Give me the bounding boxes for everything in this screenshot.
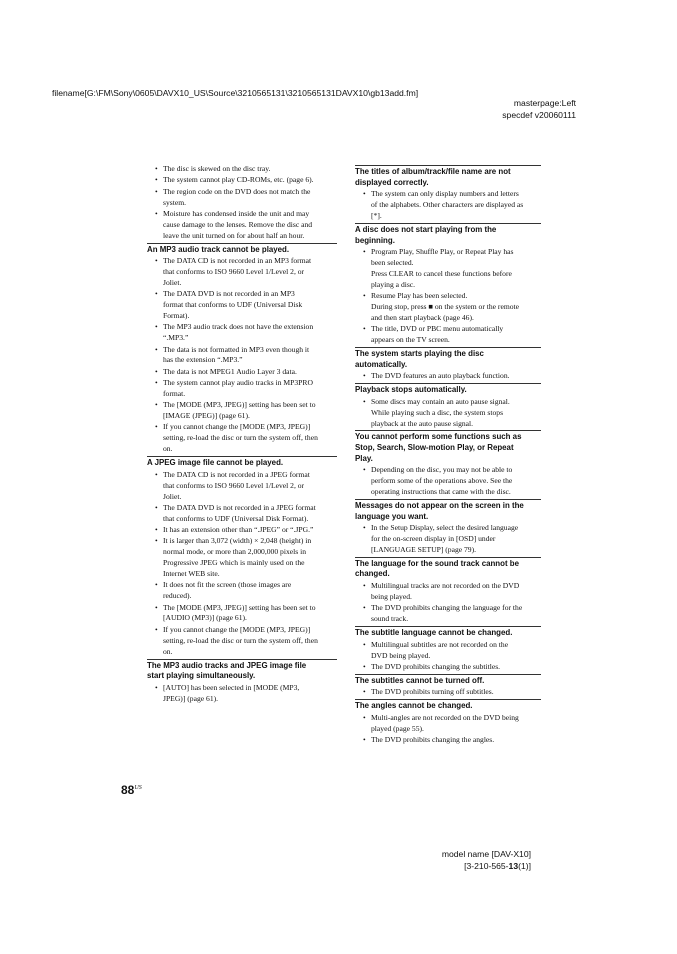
troubleshooting-section <box>355 347 541 382</box>
list-item <box>147 536 337 580</box>
list-item <box>355 581 541 603</box>
section-items <box>147 683 337 705</box>
text-line: • [AUTO] has been selected in [MODE (MP3, <box>163 682 300 692</box>
section-heading <box>147 456 337 469</box>
section-items <box>355 523 541 556</box>
list-item <box>147 683 337 705</box>
text-line: • The DVD prohibits changing the subtitles. <box>371 661 501 671</box>
list-item <box>355 397 541 430</box>
text-line: Messages do not appear on the screen in the <box>355 500 524 510</box>
text-line: and then start playback (page 46). <box>371 312 474 322</box>
text-line: language you want. <box>355 511 429 521</box>
text-line: appears on the TV screen. <box>371 335 450 345</box>
text-line: During stop, press ■ on the system or the remote <box>371 302 520 312</box>
text-line: • If you cannot change the [MODE (MP3, JPEG)] <box>163 422 311 432</box>
text-line: [AUDIO (MP3)] (page 61). <box>163 613 247 623</box>
text-line: • The DATA DVD is not recorded in an MP3 <box>163 289 295 299</box>
text-line: Joliet. <box>163 491 182 501</box>
section-heading <box>355 165 541 188</box>
section-items <box>355 371 541 382</box>
list-item <box>147 209 337 242</box>
list-item <box>147 470 337 503</box>
text-line: The subtitle language cannot be changed. <box>355 628 513 638</box>
text-line: A JPEG image file cannot be played. <box>147 458 284 468</box>
text-line: perform some of the operations above. See the <box>371 476 513 486</box>
list-item <box>147 580 337 602</box>
list-item <box>355 640 541 662</box>
text-line: being played. <box>371 591 412 601</box>
text-line: on. <box>163 444 173 454</box>
text-line: • The DVD features an auto playback function. <box>371 371 510 381</box>
text-line: • The disc is skewed on the disc tray. <box>163 164 271 173</box>
text-line: DVD being played. <box>371 650 431 660</box>
text-line: [IMAGE (JPEG)] (page 61). <box>163 411 250 421</box>
section-heading <box>147 659 337 682</box>
list-item <box>147 256 337 289</box>
section-items <box>355 581 541 625</box>
section-items <box>355 397 541 430</box>
list-item <box>355 713 541 735</box>
text-line: • Program Play, Shuffle Play, or Repeat Play has <box>371 247 514 257</box>
right-sections <box>355 165 541 746</box>
text-line: on. <box>163 646 173 656</box>
section-heading <box>147 243 337 256</box>
list-item <box>147 625 337 658</box>
part-number-bold: 13 <box>508 861 519 871</box>
section-heading <box>355 499 541 522</box>
list-item <box>147 187 337 209</box>
list-item <box>355 189 541 222</box>
text-line: beginning. <box>355 235 395 245</box>
part-number-label <box>464 861 531 871</box>
text-line: cause damage to the lenses. Remove the disc and <box>163 219 313 229</box>
text-line: • The data is not MPEG1 Audio Layer 3 data. <box>163 366 297 376</box>
text-line: The angles cannot be changed. <box>355 701 473 711</box>
troubleshooting-section <box>147 243 337 456</box>
text-line: The MP3 audio tracks and JPEG image file <box>147 660 307 670</box>
list-item <box>147 367 337 378</box>
left-column <box>147 163 337 706</box>
text-line: playback at the auto pause signal. <box>371 418 474 428</box>
text-line: • Moisture has condensed inside the unit and may <box>163 208 310 218</box>
text-line: for the on-screen display in [OSD] under <box>371 534 496 544</box>
troubleshooting-section <box>355 674 541 699</box>
left-sections <box>147 243 337 705</box>
text-line: The language for the sound track cannot be <box>355 558 519 568</box>
text-line: Press CLEAR to cancel these functions before <box>371 268 512 278</box>
list-item <box>147 345 337 367</box>
section-heading <box>355 347 541 370</box>
text-line: that conforms to UDF (Universal Disk Format). <box>163 513 309 523</box>
list-item <box>355 371 541 382</box>
page-number <box>121 783 142 797</box>
troubleshooting-section <box>355 557 541 625</box>
text-line: • Multilingual tracks are not recorded on the DVD <box>371 581 520 591</box>
text-line: A disc does not start playing from the <box>355 224 497 234</box>
text-line: • It is larger than 3,072 (width) × 2,048 (height) in <box>163 536 312 546</box>
list-item <box>355 735 541 746</box>
text-line: format that conforms to UDF (Universal Disk <box>163 300 303 310</box>
text-line: • The title, DVD or PBC menu automatically <box>371 324 504 334</box>
text-line: Internet WEB site. <box>163 569 220 579</box>
troubleshooting-section <box>147 659 337 705</box>
troubleshooting-section <box>355 165 541 222</box>
text-line: been selected. <box>371 258 414 267</box>
list-item <box>355 247 541 291</box>
section-items <box>355 189 541 222</box>
section-items <box>355 687 541 698</box>
troubleshooting-section <box>355 223 541 346</box>
troubleshooting-section <box>355 699 541 746</box>
text-line: that conforms to ISO 9660 Level 1/Level 2, or <box>163 267 305 277</box>
text-line: • Multi-angles are not recorded on the DVD being <box>371 712 519 722</box>
text-line: An MP3 audio track cannot be played. <box>147 244 290 254</box>
text-line: • Some discs may contain an auto pause signal. <box>371 396 510 406</box>
section-items <box>355 713 541 746</box>
text-line: • The [MODE (MP3, JPEG)] setting has been set to <box>163 400 316 410</box>
part-number-prefix: [3-210-565- <box>464 861 509 871</box>
text-line: that conforms to ISO 9660 Level 1/Level 2, or <box>163 480 305 490</box>
text-line: • The data is not formatted in MP3 even though it <box>163 344 310 354</box>
text-line: normal mode, or more than 2,000,000 pixels in <box>163 547 306 557</box>
text-line: played (page 55). <box>371 723 424 733</box>
section-items <box>355 247 541 346</box>
text-line: Playback stops automatically. <box>355 385 467 395</box>
list-item <box>147 164 337 175</box>
list-item <box>147 422 337 455</box>
text-line: You cannot perform some functions such as <box>355 432 522 442</box>
section-heading <box>355 557 541 580</box>
text-line: Stop, Search, Slow-motion Play, or Repeat <box>355 443 514 453</box>
text-line: • The system cannot play CD-ROMs, etc. (page 6). <box>163 175 314 185</box>
text-line: [LANGUAGE SETUP] (page 79). <box>371 544 477 554</box>
text-line: • Multilingual subtitles are not recorded on the <box>371 639 509 649</box>
text-line: [*]. <box>371 211 382 220</box>
text-line: • The system can only display numbers and letters <box>371 189 519 199</box>
text-line: • If you cannot change the [MODE (MP3, JPEG)] <box>163 624 311 634</box>
text-line: sound track. <box>371 614 409 624</box>
list-item <box>147 400 337 422</box>
text-line: • The DATA CD is not recorded in an MP3 format <box>163 256 312 266</box>
text-line: • Depending on the disc, you may not be able to <box>371 465 513 475</box>
text-line: The titles of album/track/file name are not <box>355 167 511 176</box>
section-items <box>355 640 541 673</box>
text-line: • The DVD prohibits changing the language for the <box>371 603 523 613</box>
list-item <box>355 603 541 625</box>
list-item <box>147 289 337 322</box>
section-heading <box>355 383 541 396</box>
text-line: • The region code on the DVD does not match the <box>163 186 311 196</box>
list-item <box>147 378 337 400</box>
text-line: • The DATA DVD is not recorded in a JPEG format <box>163 502 316 512</box>
text-line: • It has an extension other than “.JPEG” or “.JPG.” <box>163 525 314 535</box>
text-line: playing a disc. <box>371 279 416 289</box>
text-line: “.MP3.” <box>163 333 189 343</box>
page-number-value: 88 <box>121 783 135 797</box>
list-item <box>147 525 337 536</box>
list-item <box>147 322 337 344</box>
text-line: • It does not fit the screen (those images are <box>163 580 292 590</box>
text-line: • The DATA CD is not recorded in a JPEG format <box>163 469 310 479</box>
list-item <box>355 687 541 698</box>
text-line: changed. <box>355 569 390 579</box>
text-line: • Resume Play has been selected. <box>371 291 468 301</box>
text-line: • The system cannot play audio tracks in MP3PRO <box>163 378 313 388</box>
list-item <box>355 465 541 498</box>
section-heading <box>355 223 541 246</box>
masterpage-label: masterpage:Left <box>513 98 576 108</box>
section-items <box>355 465 541 498</box>
text-line: Play. <box>355 453 373 463</box>
text-line: JPEG)] (page 61). <box>163 693 219 703</box>
text-line: • The DVD prohibits turning off subtitles. <box>371 687 494 697</box>
text-line: Progressive JPEG which is mainly used on the <box>163 558 305 568</box>
text-line: format. <box>163 388 186 398</box>
list-item <box>355 291 541 324</box>
text-line: automatically. <box>355 359 408 369</box>
list-item <box>355 324 541 346</box>
text-line: • The DVD prohibits changing the angles. <box>371 735 495 745</box>
list-item <box>147 603 337 625</box>
text-line: setting, re-load the disc or turn the system off, then <box>163 433 318 443</box>
text-line: The system starts playing the disc <box>355 349 484 359</box>
text-line: start playing simultaneously. <box>147 671 256 681</box>
section-heading <box>355 626 541 639</box>
list-item <box>147 175 337 186</box>
page-number-suffix: US <box>134 785 142 791</box>
troubleshooting-section <box>355 430 541 498</box>
list-item <box>355 523 541 556</box>
text-line: • In the Setup Display, select the desired language <box>371 523 519 533</box>
troubleshooting-section <box>147 456 337 657</box>
text-line: displayed correctly. <box>355 177 429 187</box>
text-line: system. <box>163 197 186 207</box>
troubleshooting-section <box>355 626 541 673</box>
section-heading <box>355 674 541 687</box>
specdef-label: specdef v20060111 <box>502 110 576 120</box>
text-line: • The MP3 audio track does not have the extension <box>163 322 314 332</box>
text-line: The subtitles cannot be turned off. <box>355 675 485 685</box>
section-items <box>147 470 337 658</box>
list-item <box>355 662 541 673</box>
part-number-suffix: (1)] <box>518 861 531 871</box>
right-column <box>355 164 541 747</box>
model-name-label: model name [DAV-X10] <box>441 849 531 859</box>
text-line: • The [MODE (MP3, JPEG)] setting has been set to <box>163 602 316 612</box>
list-item <box>147 503 337 525</box>
text-line: of the alphabets. Other characters are displayed as <box>371 200 524 210</box>
intro-list <box>147 164 337 242</box>
text-line: Joliet. <box>163 277 182 287</box>
text-line: Format). <box>163 311 190 321</box>
text-line: operating instructions that came with the disc. <box>371 487 511 497</box>
section-heading <box>355 430 541 464</box>
section-items <box>147 256 337 455</box>
filename-header: filename[G:\FM\Sony\0605\DAVX10_US\Source\3210565131\3210565131DAVX10\gb13add.fm] <box>52 88 419 98</box>
text-line: setting, re-load the disc or turn the system off, then <box>163 635 318 645</box>
troubleshooting-section <box>355 383 541 429</box>
text-line: While playing such a disc, the system stops <box>371 407 504 417</box>
text-line: leave the unit turned on for about half an hour. <box>163 230 305 240</box>
text-line: reduced). <box>163 591 192 601</box>
troubleshooting-section <box>355 499 541 556</box>
section-heading <box>355 699 541 712</box>
text-line: has the extension “.MP3.” <box>163 355 243 365</box>
